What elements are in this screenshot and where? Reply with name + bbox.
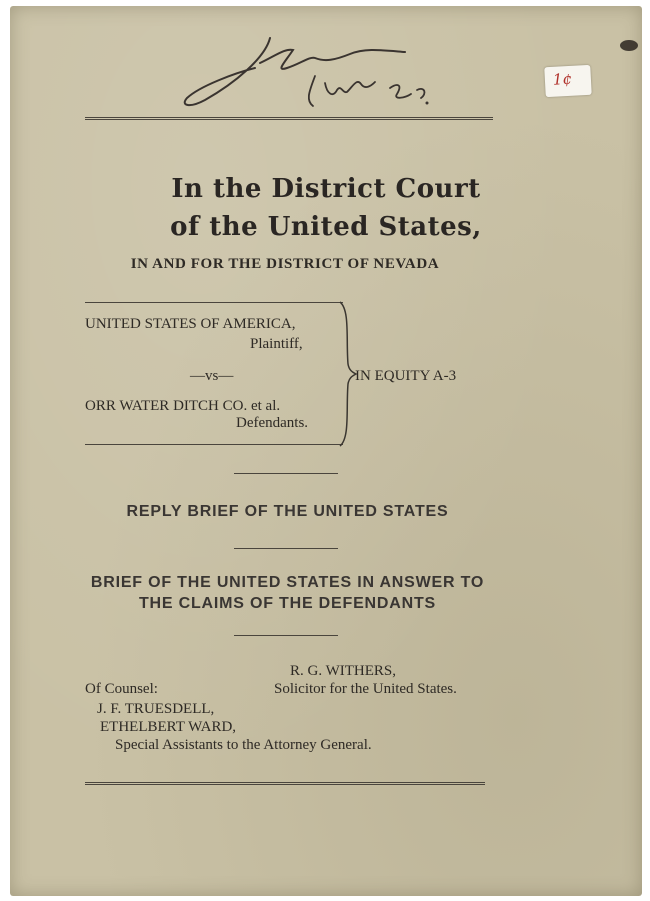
ink-stain (620, 40, 638, 51)
solicitor-name: R. G. WITHERS, (290, 663, 396, 679)
caption-top-rule (85, 302, 343, 303)
document-cover (10, 6, 642, 896)
case-number: IN EQUITY A-3 (355, 368, 457, 384)
handwritten-signature (175, 28, 435, 118)
assistants-title: Special Assistants to the Attorney General. (115, 737, 372, 753)
top-rule (85, 117, 493, 120)
versus: —vs— (190, 368, 234, 384)
reply-brief-title: REPLY BRIEF OF THE UNITED STATES (126, 503, 449, 520)
bottom-rule (85, 782, 485, 785)
separator-2 (234, 548, 338, 549)
plaintiff-role: Plaintiff, (250, 336, 303, 352)
separator-1 (234, 473, 338, 474)
answer-brief-title-line2: THE CLAIMS OF THE DEFENDANTS (138, 595, 437, 612)
court-title-line1: In the District Court (171, 174, 481, 204)
price-text: 1¢ (552, 69, 573, 89)
of-counsel-label: Of Counsel: (85, 681, 158, 697)
jurisdiction: IN AND FOR THE DISTRICT OF NEVADA (130, 256, 440, 272)
price-sticker (544, 65, 592, 97)
assistant-2: ETHELBERT WARD, (100, 719, 237, 735)
separator-3 (234, 635, 338, 636)
defendant-name: ORR WATER DITCH CO. et al. (85, 398, 281, 414)
answer-brief-title-line1: BRIEF OF THE UNITED STATES IN ANSWER TO (90, 574, 485, 591)
court-title-line2: of the United States, (170, 212, 482, 242)
caption-bottom-rule (85, 444, 343, 445)
plaintiff-name: UNITED STATES OF AMERICA, (85, 316, 296, 332)
solicitor-title: Solicitor for the United States. (274, 681, 457, 697)
assistant-1: J. F. TRUESDELL, (97, 701, 215, 717)
defendant-role: Defendants. (236, 415, 309, 431)
